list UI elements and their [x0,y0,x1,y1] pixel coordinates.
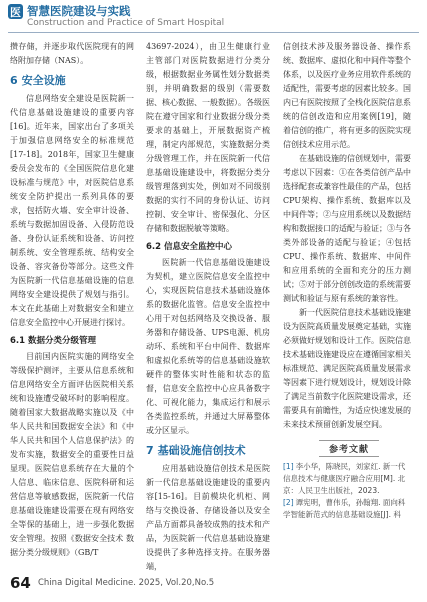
reference-number: [1] [283,462,294,471]
subsection-heading-monitoring-center: 6.2 信息安全监控中心 [146,242,233,252]
page-header [0,0,427,34]
paragraph-classification-cont: 43697-2024），由卫生健康行业主管部门对医院数据进行分类分级，根据数据业务属性划分数据类别，并明确数据的级别（需要数据、核心数据、一般数据）。各级医院在遵守国家和行业数据分级分类要求的基础上，开展数据资产梳理，制定内部规范，实施数据分类分级管理工作，并在医院新一代信息基础设施建设中，将数据分类分级管理落到实处，例如对不同级别数据的实行不同的身份认证、访问控制、安全审计、密保强化、分区存储和数据脱敏等策略。 [146,42,270,233]
footer-journal-citation: China Digital Medicine. 2025, Vol.20,No.5 [38,578,215,588]
journal-logo-icon: 医 [10,5,21,19]
journal-title-cn: 智慧医院建设与实践 [27,4,131,18]
reference-number: [2] [283,498,294,507]
paragraph-conclusion: 新一代医院信息技术基础设施建设为医院高质量发展奠定基础，实施必须做好规划和设计工作。医院信息技术基础设施建设应在遵循国家相关标准规范、满足医院高质量发展需求等因素下进行规划设计，规划设计除了满足当前数字化医院建设需求，还需要具有前瞻性，为适应快速发展的未来技术预留创新发展空间。 [283,308,411,429]
reference-item [283,497,411,521]
section-number: 6 [10,74,18,87]
page-footer [10,574,417,594]
section-heading-security [10,74,134,88]
column-right [283,40,411,521]
section-title: 安全设施 [21,74,66,87]
column-middle [146,40,270,574]
section-number: 7 [146,444,154,457]
reference-item [283,461,411,497]
page-number: 64 [10,574,31,592]
column-left [10,40,134,560]
section-heading-xinchuang [146,444,270,458]
journal-title-en: Construction and Practice of Smart Hospital [27,18,225,28]
reference-list [283,461,411,521]
paragraph-xinchuang-cont: 信创技术涉及服务器设备、操作系统、数据库、虚拟化和中间件等整个体系，以及医疗业务应用软件系统的适配性，需要考虑的因素比较多。国内已有医院按照了全栈化医院信息系统的信创改造和应用案例[19]，随着信创的推广，将有更多的医院实现信创技术应用示范。 [283,42,411,149]
paragraph-storage-end: 攒存储，并逐步取代医院现有的网络附加存储（NAS）。 [10,42,134,65]
references-heading: 参考文献 [319,440,379,457]
paragraph-data-classification: 目前国内医院实施的网络安全等级保护测评，主要从信息系统和信息网络安全方面评估医院相关系统和设施遭受破坏时的影响程度。随着国家大数据战略实施以及《中华人民共和国数据安全法》和《中华人民共和国个人信息保护法》的发布实施，数据安全的重要性日益显现。医院信息系统存在大量的个人信息、临床信息、医院科研和运营信息等敏感数据，医院新一代信息基础设施建设需要在现有网络安全等保的基础上，进一步强化数据安全管理。按照《数据安全技术 数据分类分级规则》（GB/T [10,352,134,557]
paragraph-planning-factors: 在基础设施的信创规划中，需要考虑以下因素：①在各类信创产品中选择配套或兼容性最佳的产品，包括CPU架构、操作系统、数据库以及中间件等；②与应用系统以及数据结构和数据接口的适配与验证；③与各类外部设备的适配与验证；④包括CPU、操作系统、数据库、中间件和应用系统的全面和充分的压力测试；⑤对于部分创创改造的系统需要测试和验证与原有系统的兼容性。 [283,154,411,303]
paragraph-security-intro: 信息网络安全建设是医院新一代信息基础设施建设的重要内容[16]。近年来，国家出台了多项关于加强信息网络安全的标准规范[17-18]。2018年，国家卫生健康委员会发布的《全国医院信息化建设标准与规范》中，对医院信息系统安全防护提出一系列具体的要求，包括防火墙、安全审计设备、系统与数据加固设备、入侵防范设备、身份认证系统和设备、访问控制系统、安全管理系统、结构安全设备、容灾备份等部分。这些文件为医院新一代信息基础设施的信息网络安全建设提供了规划与指引。本文在此基础上对数据安全和建立信息安全监控中心开展进行探讨。 [10,94,134,327]
section-title: 基础设施信创技术 [157,444,246,457]
reference-text: 李小华，陈晓民，刘家红. 新一代信息技术与健康医疗融合应用[M]. 北京：人民卫生出版社，2023. [283,462,406,495]
reference-text: 谭宪明，曹伟乐，孙翰翔. 面向科学智能新范式的信息基础设施[J]. 科 [283,498,406,519]
header-divider [8,32,419,33]
paragraph-xinchuang: 应用基础设施信创技术是医院新一代信息基础设施建设的重要内容[15-16]。目前模块化机柜、网络与交换设备、存储设备以及安全产品方面都具备较成熟的技术和产品，为医院新一代信息基础设施建设提供了多种选择支持。在服务器端， [146,464,270,571]
paragraph-monitoring-center: 医院新一代信息基础设施建设为契机，建立医院信息安全监控中心，实现医院信息技术基础设施体系的数据化监管。信息安全监控中心用于对包括网络及交换设备、服务器和存储设备、UPS电源、机房动环、系统和平台中间件、数据库和虚拟化系统等的信息基础设施软硬件的整体实时性能和状态的监督，信息安全监控中心应具备数字化、可视化能力，集成运行和展示各类监控系统，并通过大屏幕整体或分区显示。 [146,258,270,435]
subsection-heading-data-classification: 6.1 数据分类分级管理 [10,336,97,346]
